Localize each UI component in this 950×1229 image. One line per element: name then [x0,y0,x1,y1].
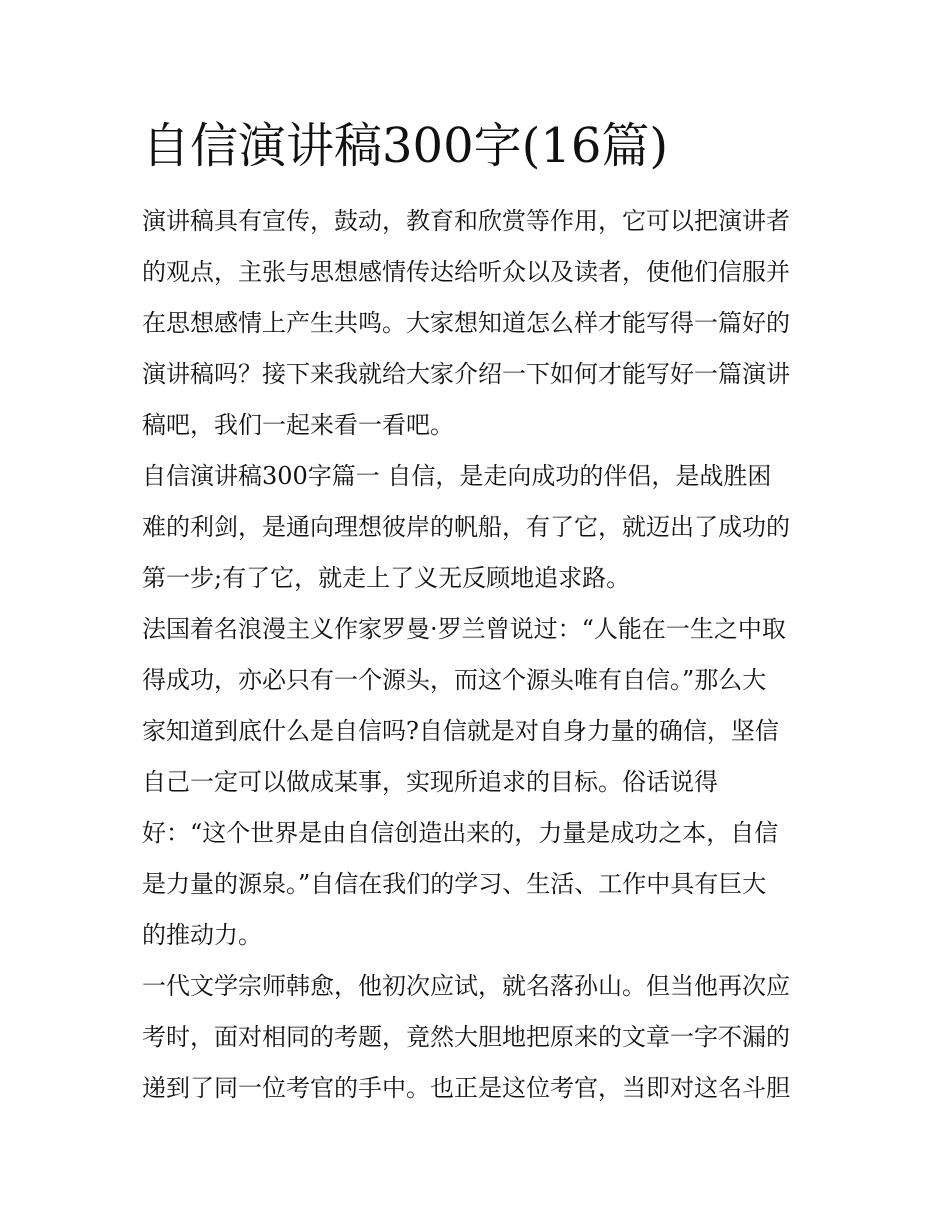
text-line: 自信演讲稿300字篇一 自信，是走向成功的伴侣，是战胜困 [142,462,772,490]
document-body [142,196,822,1114]
text-line: 难的利剑，是通向理想彼岸的帆船，有了它，就迈出了成功的 [142,513,790,541]
text-line: 稿吧，我们一起来看一看吧。 [142,411,454,439]
text-line: 自己一定可以做成某事，实现所追求的目标。俗话说得 [142,768,718,796]
text-line: 第一步;有了它，就走上了义无反顾地追求路。 [142,564,631,592]
text-line: 考时，面对相同的考题，竟然大胆地把原来的文章一字不漏的 [142,1023,790,1051]
text-line: 一代文学宗师韩愈，他初次应试，就名落孙山。但当他再次应 [142,972,790,1000]
text-line: 演讲稿具有宣传，鼓动，教育和欣赏等作用，它可以把演讲者 [142,207,790,235]
text-line: 递到了同一位考官的手中。也正是这位考官，当即对这名斗胆 [142,1074,790,1102]
text-line: 在思想感情上产生共鸣。大家想知道怎么样才能写得一篇好的 [142,309,790,337]
text-line: 的观点，主张与思想感情传达给听众以及读者，使他们信服并 [142,258,790,286]
text-line: 好：“这个世界是由自信创造出来的，力量是成功之本，自信 [142,819,779,847]
document-title: 自信演讲稿300字(16篇) [142,118,669,174]
text-line: 演讲稿吗？接下来我就给大家介绍一下如何才能写好一篇演讲 [142,360,790,388]
text-line: 的推动力。 [142,921,262,949]
text-line: 家知道到底什么是自信吗?自信就是对自身力量的确信，坚信 [142,717,779,745]
text-line: 得成功，亦必只有一个源头，而这个源头唯有自信。”那么大 [142,666,767,694]
text-line: 是力量的源泉。”自信在我们的学习、生活、工作中具有巨大 [142,870,767,898]
text-line: 法国着名浪漫主义作家罗曼·罗兰曾说过：“人能在一生之中取 [142,615,786,643]
